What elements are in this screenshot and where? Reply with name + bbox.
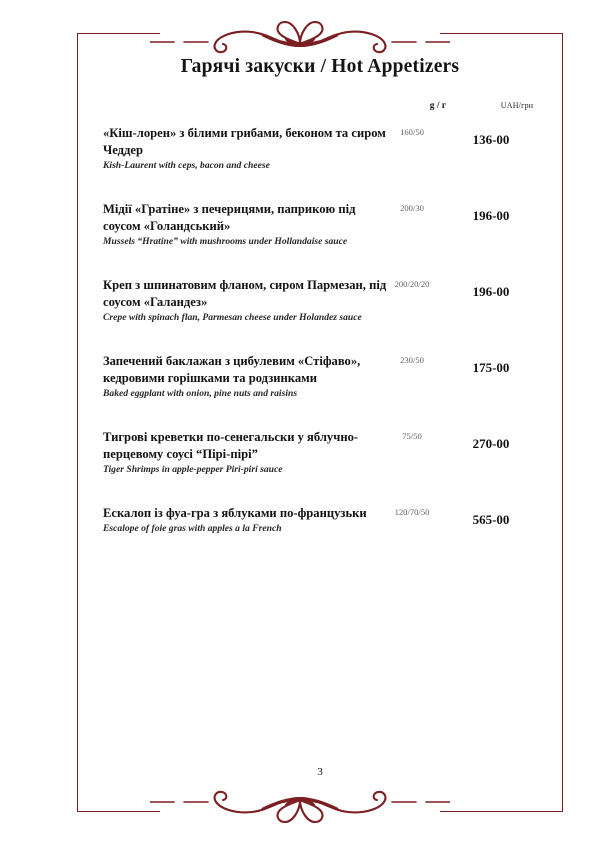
menu-item-name: Запечений баклажан з цибулевим «Стіфаво», кедровими горішками та родзинками [103, 354, 361, 386]
column-header-weight: g / г [429, 101, 447, 111]
menu-item-description: Baked eggplant with onion, pine nuts and raisins [103, 388, 298, 400]
menu-item-price: 136-00 [472, 132, 510, 147]
menu-item-name: Мідії «Гратіне» з печерицями, паприкою під соусом «Голандський» [103, 202, 356, 234]
menu-item-price: 565-00 [472, 512, 510, 527]
page-title: Гарячі закуски / Hot Appetizers [180, 56, 460, 77]
menu-item-weight: 200/30 [400, 203, 424, 213]
menu-item [77, 353, 563, 405]
menu-item-weight: 200/20/20 [394, 279, 430, 289]
column-headers [77, 101, 563, 119]
menu-item-description: Escalope of foie gras with apples a la French [103, 523, 282, 535]
menu-item [77, 201, 563, 253]
menu-page [77, 33, 563, 812]
menu-item-description: Crepe with spinach flan, Parmesan cheese under Holandez sauce [103, 312, 362, 324]
menu-item-weight: 120/70/50 [394, 507, 430, 517]
column-header-price: UAH/грн [500, 101, 534, 110]
menu-item-price: 270-00 [472, 436, 510, 451]
menu-item [77, 505, 563, 557]
menu-item-price: 196-00 [472, 208, 510, 223]
menu-item-weight: 160/50 [400, 127, 424, 137]
menu-item-price: 175-00 [472, 360, 510, 375]
page-number: 3 [317, 766, 323, 778]
menu-item-name: «Кіш-лорен» з білими грибами, беконом та сиром Чеддер [103, 126, 386, 158]
menu-item [77, 125, 563, 177]
menu-item-description: Kish-Laurent with ceps, bacon and cheese [103, 160, 270, 172]
menu-item [77, 277, 563, 329]
menu-item-price: 196-00 [472, 284, 510, 299]
menu-item-description: Mussels “Hratine” with mushrooms under Hollandaise sauce [103, 236, 348, 248]
menu-item-name: Ескалоп із фуа-гра з яблуками по-французьки [103, 506, 367, 520]
menu-item [77, 429, 563, 481]
menu-item-name: Креп з шпинатовим фланом, сиром Пармезан, під соусом «Галандез» [103, 278, 387, 310]
menu-item-list [77, 125, 563, 557]
menu-item-name: Тигрові креветки по-сенегальски у яблучно-перцевому соусі “Пірі-пірі” [103, 430, 359, 462]
menu-item-weight: 75/50 [402, 431, 422, 441]
menu-item-weight: 230/50 [400, 355, 424, 365]
menu-item-description: Tiger Shrimps in apple-pepper Piri-piri sauce [103, 464, 283, 476]
